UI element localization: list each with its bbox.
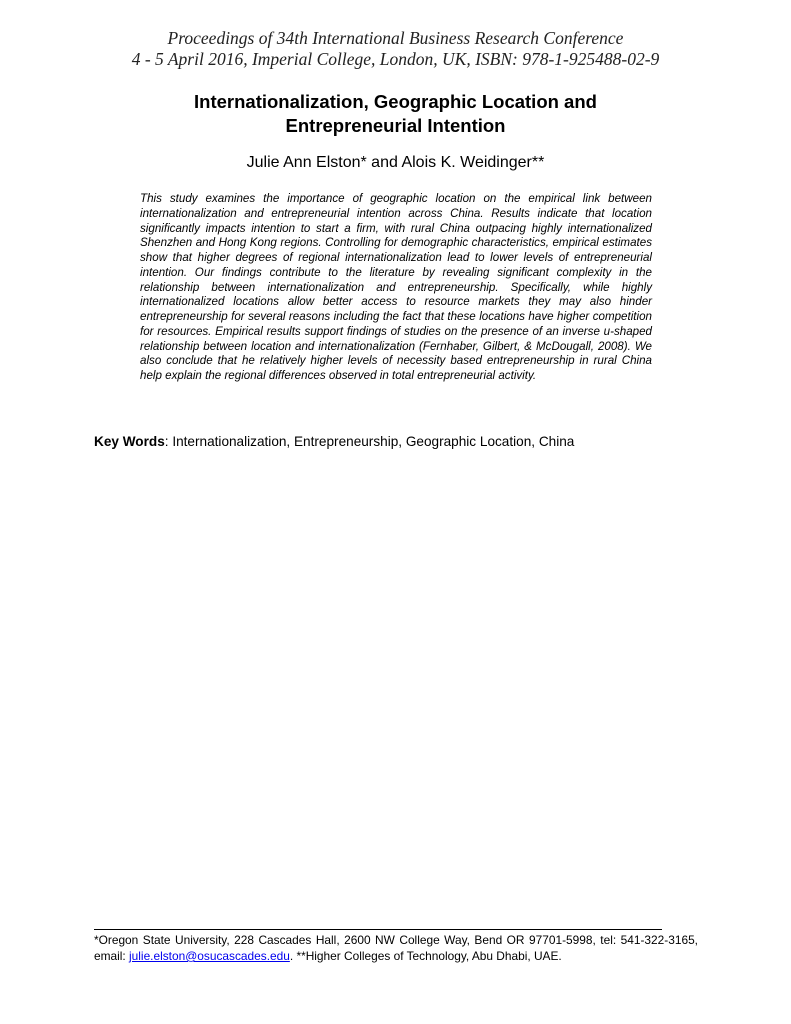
footnote-affiliation-2: . **Higher Colleges of Technology, Abu Dhabi, UAE. (289, 949, 562, 963)
paper-title-line-1: Internationalization, Geographic Location and (194, 91, 597, 112)
footnote-affiliation: *Oregon State University, 228 Cascades Hall, 2600 NW College Way, Bend OR 97701-5998, tel: 541-322-3165, email: (94, 933, 698, 963)
email-link[interactable]: julie.elston@osucascades.edu (129, 949, 290, 963)
paper-title-line-2: Entrepreneurial Intention (285, 115, 506, 136)
keywords-label: Key Words (94, 434, 165, 449)
conference-header-line-1: Proceedings of 34th International Business Research Conference (167, 28, 624, 48)
footnote-divider (94, 929, 662, 930)
footnote (94, 932, 698, 964)
paper-title (0, 90, 791, 138)
conference-header (0, 28, 791, 70)
keywords (94, 433, 714, 451)
authors: Julie Ann Elston* and Alois K. Weidinger** (246, 154, 545, 171)
conference-header-line-2: 4 - 5 April 2016, Imperial College, London, UK, ISBN: 978-1-925488-02-9 (131, 49, 660, 69)
keywords-separator: : (164, 434, 169, 449)
keywords-list: Internationalization, Entrepreneurship, Geographic Location, China (168, 434, 575, 449)
abstract: This study examines the importance of geographic location on the empirical link between internationalization and entrepreneurial intention across China. Results indicate that location significantly impacts intention to start a firm, with rural China outpacing highly internationalized Shenzhen and Hong Kong regions. Controlling for demographic characteristics, empirical estimates show that higher degrees of regional internationalization lead to lower levels of entrepreneurial intention. Our findings contribute to the literature by revealing significant complexity in the relationship between internationalization and entrepreneurship. Specifically, while highly internationalized locations allow better access to resource markets they may also hinder entrepreneurship for several reasons including the fact that these locations have higher competition for resources. Empirical results support findings of studies on the presence of an inverse u-shaped relationship between location and internationalization (Fernhaber, Gilbert, & McDougall, 2008). We also conclude that he relatively higher levels of necessity based entrepreneurship in rural China help explain the regional differences observed in total entrepreneurial activity. (140, 192, 652, 382)
